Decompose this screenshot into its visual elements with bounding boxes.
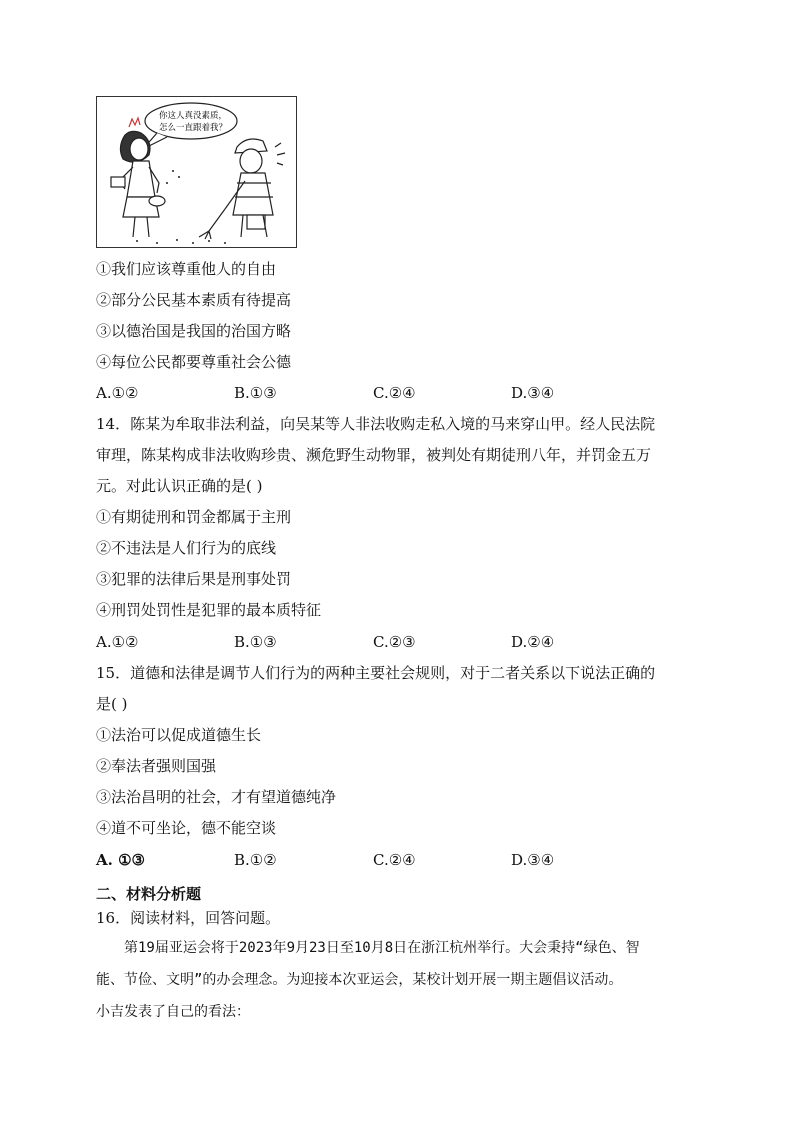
q14-stem-line-1: 14．陈某为牟取非法利益，向吴某等人非法收购走私入境的马来穿山甲。经人民法院	[96, 415, 656, 433]
q13-option-b[interactable]: B.①③	[234, 384, 277, 402]
q14-item-1: ①有期徒刑和罚金都属于主刑	[96, 508, 292, 526]
q15-stem-line-2: 是( )	[96, 695, 128, 713]
q14-option-d[interactable]: D.②④	[511, 633, 555, 651]
q15-item-2: ②奉法者强则国强	[96, 757, 217, 775]
q13-option-a[interactable]: A.①②	[96, 384, 139, 402]
q13-item-3: ③以德治国是我国的治国方略	[96, 322, 292, 340]
q15-item-3: ③法治昌明的社会，才有望道德纯净	[96, 788, 337, 806]
q14-item-3: ③犯罪的法律后果是刑事处罚	[96, 570, 292, 588]
q14-stem-line-2: 审理，陈某构成非法收购珍贵、濒危野生动物罪，被判处有期徒刑八年，并罚金五万	[96, 446, 652, 464]
q16-stem: 16．阅读材料，回答问题。	[96, 909, 281, 927]
q14-option-c[interactable]: C.②③	[373, 633, 416, 651]
cartoon-drawing	[97, 97, 296, 247]
q15-item-4: ④道不可坐论，德不能空谈	[96, 819, 277, 837]
speech-line-2: 怎么一直跟着我？	[159, 123, 228, 133]
q14-item-4: ④刑罚处罚性是犯罪的最本质特征	[96, 601, 322, 619]
q13-item-4: ④每位公民都要尊重社会公德	[96, 353, 292, 371]
q13-item-2: ②部分公民基本素质有待提高	[96, 291, 292, 309]
q15-item-1: ①法治可以促成道德生长	[96, 726, 262, 744]
material-line-3: 小吉发表了自己的看法：	[96, 1004, 250, 1020]
speech-line-1: 你这人真没素质，	[159, 111, 228, 121]
q14-option-b[interactable]: B.①③	[234, 633, 277, 651]
material-line-1: 第19届亚运会将于2023年9月23日至10月8日在浙江杭州举行。大会秉持“绿色、智	[96, 940, 640, 956]
q13-item-1: ①我们应该尊重他人的自由	[96, 260, 277, 278]
q14-item-2: ②不违法是人们行为的底线	[96, 539, 277, 557]
q14-option-a[interactable]: A.①②	[96, 633, 139, 651]
q14-stem-line-3: 元。对此认识正确的是( )	[96, 477, 263, 495]
q15-stem-line-1: 15．道德和法律是调节人们行为的两种主要社会规则，对于二者关系以下说法正确的	[96, 664, 656, 682]
q13-option-c[interactable]: C.②④	[373, 384, 416, 402]
q15-option-d[interactable]: D.③④	[511, 851, 555, 869]
cartoon-illustration	[96, 96, 297, 248]
q15-option-a[interactable]: A. ①③	[96, 851, 145, 869]
q15-option-c[interactable]: C.②④	[373, 851, 416, 869]
q15-option-b[interactable]: B.①②	[234, 851, 277, 869]
material-line-2: 能、节俭、文明”的办会理念。为迎接本次亚运会，某校计划开展一期主题倡议活动。	[96, 972, 623, 988]
section-heading: 二、材料分析题	[96, 885, 202, 903]
q13-option-d[interactable]: D.③④	[511, 384, 555, 402]
